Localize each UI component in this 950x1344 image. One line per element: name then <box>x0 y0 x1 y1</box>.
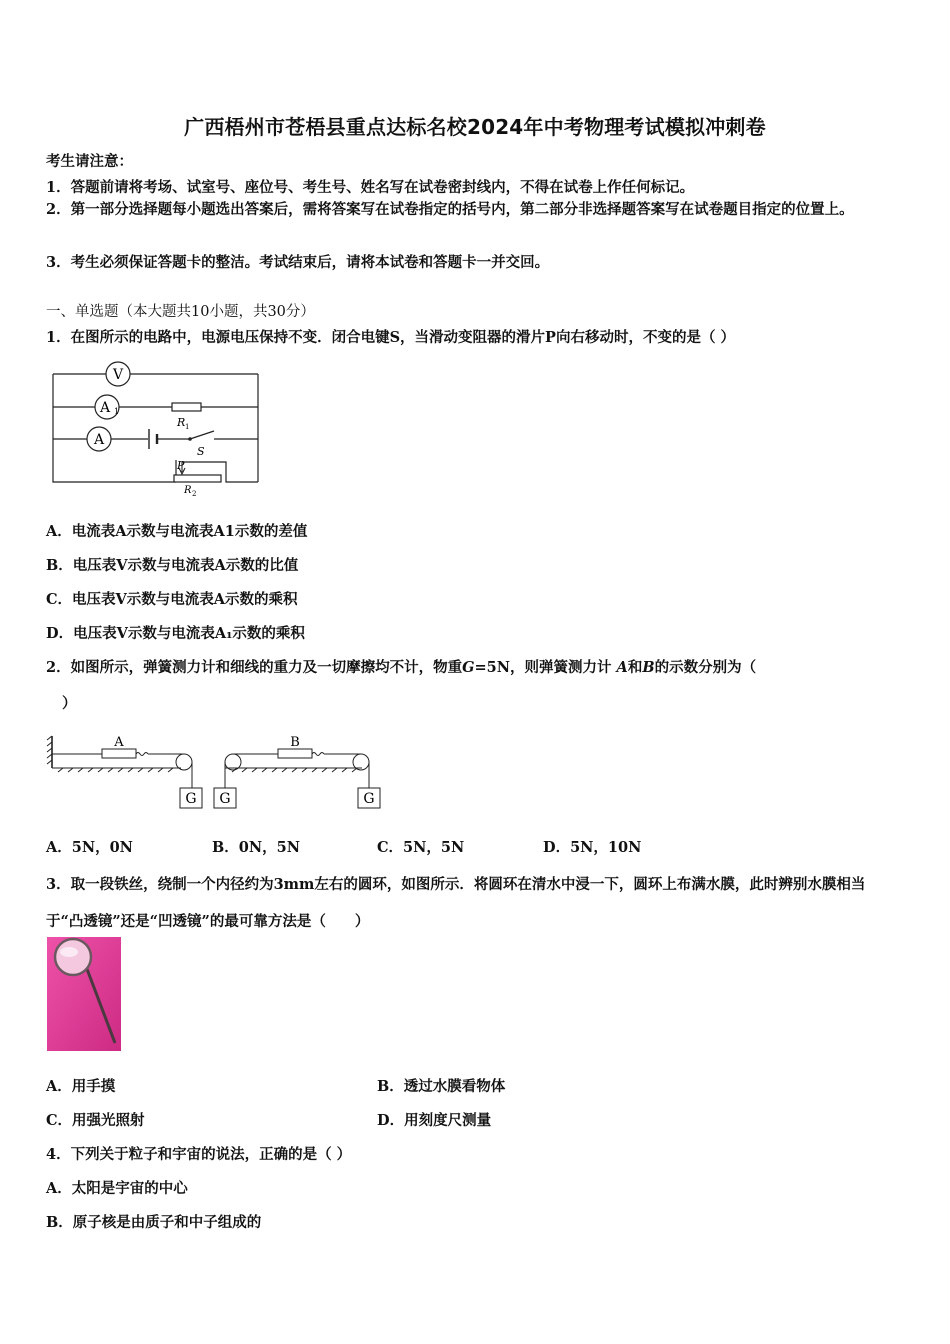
q4-option-b: B．原子核是由质子和中子组成的 <box>46 1214 262 1231</box>
ammeter-a-label: A <box>93 432 105 448</box>
rheostat-r2 <box>174 475 221 482</box>
q3-option-d: D．用刻度尺测量 <box>377 1112 492 1129</box>
notice-item-3: 3．考生必须保证答题卡的整洁。考试结束后，请将本试卷和答题卡一并交回。 <box>46 254 550 271</box>
ammeter-a <box>87 427 111 451</box>
q2-stem <box>46 656 756 677</box>
r1-label: R <box>177 416 186 429</box>
r2-label: R <box>184 485 192 496</box>
q1-option-b: B．电压表V示数与电流表A示数的比值 <box>46 557 299 574</box>
page-title: 广西梧州市苍梧县重点达标名校2024年中考物理考试模拟冲刺卷 <box>184 115 766 139</box>
ammeter-a1-sub: 1 <box>114 407 120 416</box>
q3-option-c: C．用强光照射 <box>46 1112 145 1129</box>
q2-option-b: B．0N，5N <box>212 839 300 856</box>
weight-g-middle: G <box>219 791 231 807</box>
spring-scale-diagram <box>44 730 389 812</box>
q2-stem-part1: 2．如图所示，弹簧测力计和细线的重力及一切摩擦均不计，物重 <box>46 659 463 676</box>
q1-stem: 1．在图所示的电路中，电源电压保持不变．闭合电键S，当滑动变阻器的滑片P向右移动时，不变的是（ ） <box>46 329 736 346</box>
battery <box>149 429 157 449</box>
switch-pivot <box>188 437 192 441</box>
q3-stem: 3．取一段铁丝，绕制一个内径约为3mm左右的圆环，如图所示．将圆环在清水中浸一下，圆环上布满水膜，此时辨别水膜相当于“凸透镜”还是“凹透镜”的最可靠方法是（ ） <box>46 876 866 930</box>
ammeter-a1-label: A <box>99 400 111 416</box>
weight-g-left: G <box>185 791 197 807</box>
q4-option-a: A．太阳是宇宙的中心 <box>46 1180 188 1197</box>
resistor-r1 <box>172 403 201 411</box>
notice-item-1: 1．答题前请将考场、试室号、座位号、考生号、姓名写在试卷密封线内，不得在试卷上作任何标记。 <box>46 179 695 196</box>
q2-stem-end: ） <box>62 695 77 712</box>
q1-option-d: D．电压表V示数与电流表A₁示数的乘积 <box>46 625 305 642</box>
voltmeter-v <box>106 362 130 386</box>
q3-option-b: B．透过水膜看物体 <box>377 1078 506 1095</box>
switch-label: S <box>197 445 205 458</box>
q2-option-c: C．5N，5N <box>377 839 465 856</box>
q2-stem-part3: 的示数分别为（ <box>654 659 757 676</box>
notice-item-2: 2．第一部分选择题每小题选出答案后，需将答案写在试卷指定的括号内，第二部分非选择题答案写在试卷题目指定的位置上。 <box>46 201 854 218</box>
q1-option-c: C．电压表V示数与电流表A示数的乘积 <box>46 591 298 608</box>
section-heading: 一、单选题（本大题共10小题，共30分） <box>46 304 315 320</box>
scale-a-label: A <box>114 735 124 750</box>
q2-option-d: D．5N，10N <box>543 839 642 856</box>
scale-b-label: B <box>290 735 300 750</box>
ammeter-a1 <box>95 395 119 419</box>
notice-heading: 考生请注意： <box>46 153 133 170</box>
r1-sub: 1 <box>185 423 190 431</box>
q2-stem-and: 和 <box>627 659 643 676</box>
q2-stem-a: A <box>616 659 628 676</box>
wire-loop-photo <box>47 937 121 1051</box>
q4-stem: 4．下列关于粒子和宇宙的说法，正确的是（ ） <box>46 1146 352 1163</box>
circuit-diagram <box>48 358 263 498</box>
q1-option-a: A．电流表A示数与电流表A1示数的差值 <box>46 523 308 540</box>
voltmeter-label: V <box>112 367 124 383</box>
q2-stem-g: G <box>462 659 475 676</box>
r2-sub: 2 <box>192 490 197 498</box>
q2-option-a: A．5N，0N <box>46 839 133 856</box>
q2-stem-part2: =5N，则弹簧测力计 <box>474 659 612 676</box>
q3-option-a: A．用手摸 <box>46 1078 116 1095</box>
weight-g-right: G <box>363 791 375 807</box>
q2-stem-b: B <box>642 659 655 676</box>
slider-label: P <box>177 459 185 472</box>
